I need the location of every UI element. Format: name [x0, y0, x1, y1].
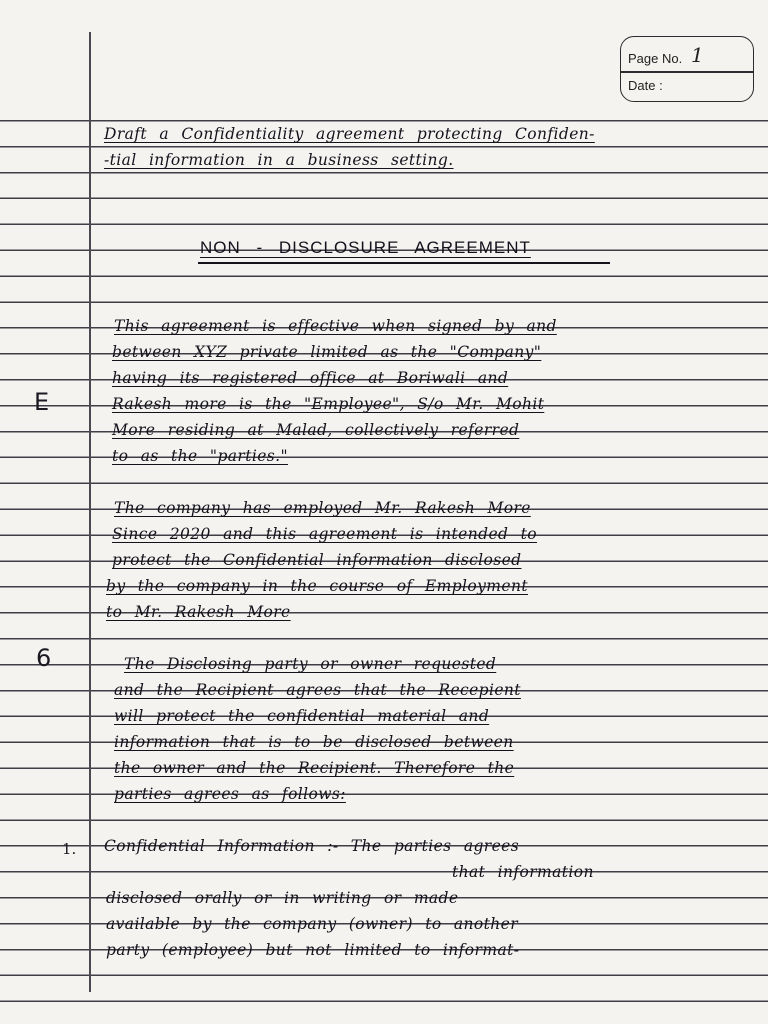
paragraph1-line-5: More residing at Malad, collectively referred — [112, 421, 520, 439]
paragraph1-line-3: having its registered office at Boriwali and — [112, 369, 509, 387]
clause1-line-1: Confidential Information :- The parties agrees — [104, 837, 520, 855]
paragraph1-line-4: Rakesh more is the "Employee", S/o Mr. Mohit — [112, 395, 545, 413]
paragraph3-line-1: The Disclosing party or owner requested — [124, 655, 497, 673]
clause1-line-5: party (employee) but not limited to informat- — [106, 941, 520, 959]
clause-number-1: 1. — [62, 840, 77, 858]
date-label: Date : — [628, 78, 663, 93]
paragraph1-line-6: to as the "parties." — [112, 447, 288, 465]
page-number-box — [620, 36, 754, 102]
paragraph3-line-3: will protect the confidential material and — [114, 707, 490, 725]
page-box-divider — [621, 71, 753, 73]
clause1-line-4: available by the company (owner) to another — [106, 915, 519, 933]
clause1-line-3: disclosed orally or in writing or made — [106, 889, 459, 907]
paragraph2-line-2: Since 2020 and this agreement is intended to — [112, 525, 538, 543]
document-title: NON - DISCLOSURE AGREEMENT — [200, 238, 531, 257]
margin-line — [89, 32, 91, 992]
question-line-2: -tial information in a business setting. — [104, 151, 454, 169]
paragraph1-line-1: This agreement is effective when signed by and — [114, 317, 557, 335]
paragraph1-line-2: between XYZ private limited as the "Company" — [112, 343, 542, 361]
title-underline — [198, 262, 610, 264]
paragraph3-line-4: information that is to be disclosed between — [114, 733, 514, 751]
paragraph2-line-5: to Mr. Rakesh More — [106, 603, 291, 621]
paragraph2-line-3: protect the Confidential information disclosed — [112, 551, 522, 569]
paragraph3-line-5: the owner and the Recipient. Therefore the — [114, 759, 515, 777]
question-line-1: Draft a Confidentiality agreement protecting Confiden- — [104, 125, 595, 143]
page-no-label: Page No. — [628, 51, 683, 66]
paragraph3-line-2: and the Recipient agrees that the Recepient — [114, 681, 521, 699]
paragraph3-line-6: parties agrees as follows: — [114, 785, 346, 803]
margin-mark-1: E — [34, 388, 50, 416]
page-no-value: 1 — [691, 43, 704, 67]
margin-mark-2: 6 — [36, 644, 52, 672]
paragraph2-line-4: by the company in the course of Employment — [106, 577, 528, 595]
clause1-line-2: that information — [452, 863, 594, 881]
paragraph2-line-1: The company has employed Mr. Rakesh More — [114, 499, 531, 517]
